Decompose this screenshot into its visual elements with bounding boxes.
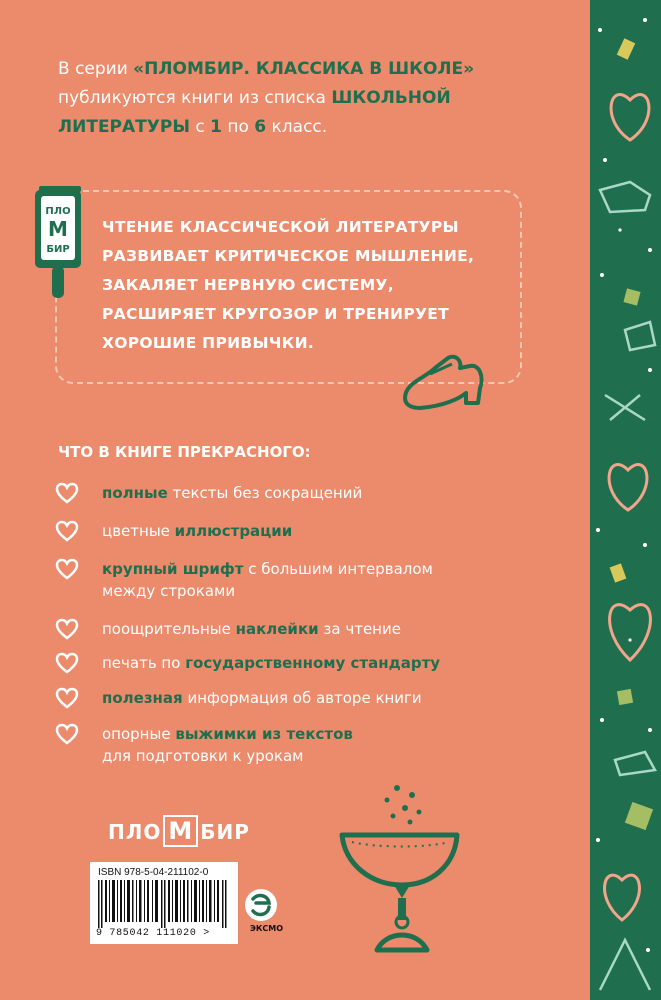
- heart-bullet-icon: [55, 618, 79, 640]
- heart-bullet-icon: [55, 687, 79, 709]
- isbn-text: ISBN 978-5-04-211102-0: [98, 867, 209, 878]
- series-intro: [58, 55, 578, 142]
- heart-bullet-icon: [55, 558, 79, 580]
- heart-bullet-icon: [55, 723, 79, 745]
- benefit-line: ХОРОШИЕ ПРИВЫЧКИ.: [102, 334, 315, 352]
- shoe-icon: [400, 348, 490, 413]
- feature-item: крупный шрифт с большим интервалом между строками: [102, 560, 433, 600]
- feature-item: опорные выжимки из текстов для подготовки к урокам: [102, 725, 353, 765]
- heart-bullet-icon: [55, 520, 79, 542]
- feature-item: цветные иллюстрации: [102, 522, 293, 540]
- benefit-line: ЗАКАЛЯЕТ НЕРВНУЮ СИСТЕМУ,: [102, 276, 394, 294]
- features-title: ЧТО В КНИГЕ ПРЕКРАСНОГО:: [58, 443, 311, 461]
- feature-item: поощрительные наклейки за чтение: [102, 620, 401, 638]
- reading-benefits-text: [102, 213, 512, 358]
- feature-item: печать по государственному стандарту: [102, 654, 441, 672]
- badge-text-3: БИР: [46, 244, 70, 255]
- benefit-line: РАСШИРЯЕТ КРУГОЗОР И ТРЕНИРУЕТ: [102, 305, 449, 323]
- heart-bullet-icon: [55, 652, 79, 674]
- publisher-name: ЭКСМО: [250, 924, 284, 933]
- intro-line-2: публикуются книги из списка ШКОЛЬНОЙ: [58, 88, 451, 108]
- feature-item: полезная информация об авторе книги: [102, 689, 422, 707]
- feature-item: полные тексты без сокращений: [102, 484, 363, 502]
- badge-text-2: М: [48, 217, 68, 241]
- benefit-line: РАЗВИВАЕТ КРИТИЧЕСКОЕ МЫШЛЕНИЕ,: [102, 247, 475, 265]
- badge-text-1: ПЛО: [45, 206, 71, 217]
- heart-bullet-icon: [55, 482, 79, 504]
- publisher-logo-icon: [244, 888, 278, 922]
- book-badge-icon: [33, 184, 85, 302]
- barcode-image: [96, 880, 232, 928]
- intro-line-3: ЛИТЕРАТУРЫ с 1 по 6 класс.: [58, 117, 328, 137]
- goblet-icon: [337, 780, 467, 960]
- intro-line-1: В серии «ПЛОМБИР. КЛАССИКА В ШКОЛЕ»: [58, 59, 475, 79]
- series-logo: ПЛО М БИР: [108, 817, 250, 845]
- barcode-label: [90, 862, 238, 944]
- series-name: «ПЛОМБИР. КЛАССИКА В ШКОЛЕ»: [133, 59, 475, 79]
- side-strip-pattern: [590, 0, 661, 1000]
- decorative-side-strip: [590, 0, 661, 1000]
- barcode-number: 9 785042 111020 >: [96, 928, 210, 939]
- benefit-line: ЧТЕНИЕ КЛАССИЧЕСКОЙ ЛИТЕРАТУРЫ: [102, 218, 459, 236]
